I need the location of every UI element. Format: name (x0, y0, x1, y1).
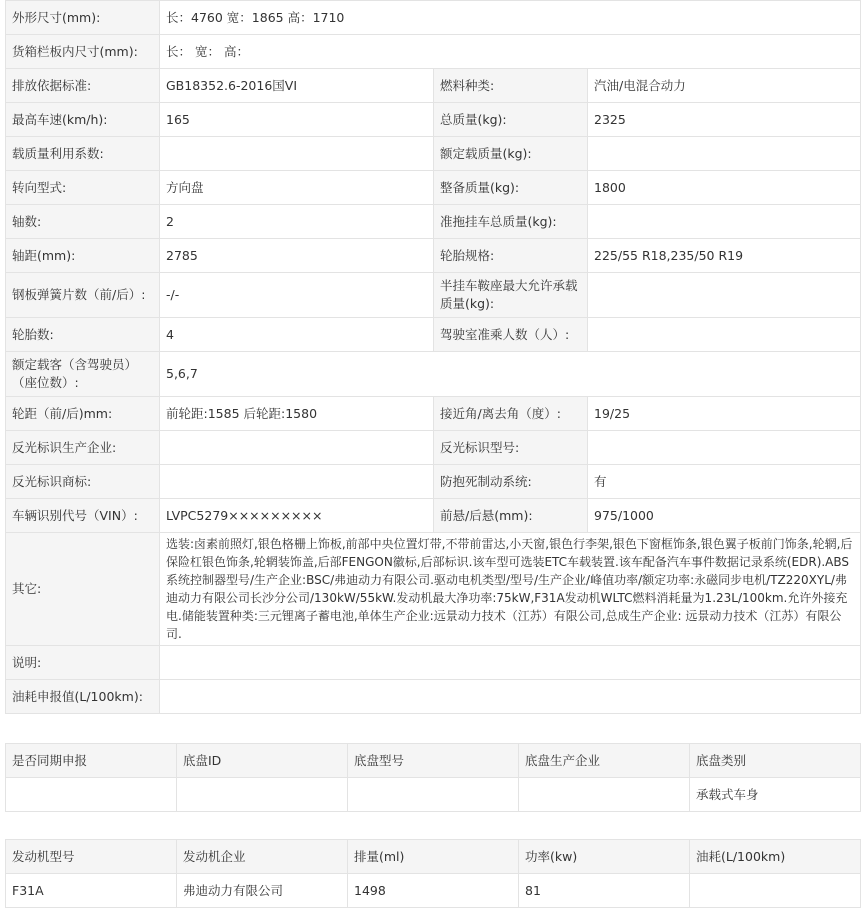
spec-value (160, 137, 434, 171)
spec-value: 2785 (160, 239, 434, 273)
chassis-cell (348, 778, 519, 812)
chassis-cell: 承载式车身 (690, 778, 861, 812)
engine-header: 排量(ml) (348, 840, 519, 874)
spec-value: 长： 宽： 高： (160, 35, 861, 69)
spec-row-load (6, 137, 861, 171)
spec-label: 轮胎数: (6, 318, 160, 352)
spec-label: 轮胎规格: (434, 239, 588, 273)
spec-label: 说明: (6, 646, 160, 680)
spec-value: 前轮距:1585 后轮距:1580 (160, 397, 434, 431)
spec-value (160, 680, 861, 714)
spec-label: 反光标识生产企业: (6, 431, 160, 465)
spec-label: 整备质量(kg): (434, 171, 588, 205)
spec-value (588, 431, 861, 465)
spec-value (160, 646, 861, 680)
engine-header-row (6, 840, 861, 874)
engine-header: 功率(kw) (519, 840, 690, 874)
spec-row-axles (6, 205, 861, 239)
spec-value: 1800 (588, 171, 861, 205)
spec-row-cargo-box (6, 35, 861, 69)
chassis-header: 底盘型号 (348, 744, 519, 778)
spec-value: 5,6,7 (160, 352, 861, 397)
spec-row-steering (6, 171, 861, 205)
spec-value (588, 273, 861, 318)
spec-row-reflector-maker (6, 431, 861, 465)
spec-value: 165 (160, 103, 434, 137)
chassis-header: 底盘生产企业 (519, 744, 690, 778)
spec-value: 有 (588, 465, 861, 499)
spec-value (588, 318, 861, 352)
chassis-cell (6, 778, 177, 812)
spec-row-vin (6, 499, 861, 533)
chassis-row (6, 778, 861, 812)
spec-row-speed (6, 103, 861, 137)
spec-label: 最高车速(km/h): (6, 103, 160, 137)
engine-header: 发动机型号 (6, 840, 177, 874)
spec-row-tires (6, 318, 861, 352)
engine-cell: 81 (519, 874, 690, 908)
chassis-header: 底盘ID (177, 744, 348, 778)
engine-cell: F31A (6, 874, 177, 908)
spec-row-seats (6, 352, 861, 397)
spec-label: 货箱栏板内尺寸(mm): (6, 35, 160, 69)
chassis-cell (177, 778, 348, 812)
spec-value (588, 137, 861, 171)
chassis-header-row (6, 744, 861, 778)
engine-header: 油耗(L/100km) (690, 840, 861, 874)
spec-value (160, 465, 434, 499)
spec-value: 975/1000 (588, 499, 861, 533)
spec-row-dimensions (6, 1, 861, 35)
spec-row-other (6, 533, 861, 646)
spec-row-springs (6, 273, 861, 318)
spec-row-notes (6, 646, 861, 680)
spec-row-wheelbase (6, 239, 861, 273)
spec-value: 方向盘 (160, 171, 434, 205)
spec-label: 车辆识别代号（VIN）: (6, 499, 160, 533)
spec-row-reflector-brand (6, 465, 861, 499)
spec-value: 2 (160, 205, 434, 239)
engine-cell (690, 874, 861, 908)
spec-value: 4 (160, 318, 434, 352)
spec-row-emission (6, 69, 861, 103)
spec-label: 额定载质量(kg): (434, 137, 588, 171)
spec-value: 2325 (588, 103, 861, 137)
chassis-cell (519, 778, 690, 812)
spec-value: 汽油/电混合动力 (588, 69, 861, 103)
spec-label: 钢板弹簧片数（前/后）: (6, 273, 160, 318)
spec-label: 载质量利用系数: (6, 137, 160, 171)
spec-label: 反光标识商标: (6, 465, 160, 499)
spec-value (160, 431, 434, 465)
spec-value: 19/25 (588, 397, 861, 431)
spec-label: 接近角/离去角（度）: (434, 397, 588, 431)
spec-label: 转向型式: (6, 171, 160, 205)
spec-label: 准拖挂车总质量(kg): (434, 205, 588, 239)
vehicle-spec-table (5, 0, 861, 714)
spec-label: 防抱死制动系统: (434, 465, 588, 499)
engine-cell: 弗迪动力有限公司 (177, 874, 348, 908)
spec-value: -/- (160, 273, 434, 318)
chassis-table (5, 743, 861, 812)
spec-label: 前悬/后悬(mm): (434, 499, 588, 533)
spec-row-track (6, 397, 861, 431)
engine-cell: 1498 (348, 874, 519, 908)
spec-value: LVPC5279××××××××× (160, 499, 434, 533)
spec-label: 轮距（前/后)mm: (6, 397, 160, 431)
spec-label: 额定载客（含驾驶员）（座位数）: (6, 352, 160, 397)
spec-value-other: 选装:卤素前照灯,银色格栅上饰板,前部中央位置灯带,不带前雷达,小天窗,银色行李架,银色下窗框饰条,银色翼子板前门饰条,轮辋,后保险杠银色饰条,轮辋装饰盖,后部FENGON徽标,后部标识.该车型可选装ETC车载装置.该车配备汽车事件数据记录系统(EDR).ABS系统控制器型号/生产企业:BSC/弗迪动力有限公司.驱动电机类型/型号/生产企业/峰值功率/额定功率:永磁同步电机/TZ220XYL/弗迪动力有限公司长沙分公司/130kW/55kW.发动机最大净功率:75kW,F31A发动机WLTC燃料消耗量为1.23L/100km.允许外接充电.储能装置种类:三元锂离子蓄电池,单体生产企业:远景动力技术（江苏）有限公司,总成生产企业: 远景动力技术（江苏）有限公司. (160, 533, 861, 646)
spec-label: 半挂车鞍座最大允许承载质量(kg): (434, 273, 588, 318)
spec-label: 总质量(kg): (434, 103, 588, 137)
chassis-header: 底盘类别 (690, 744, 861, 778)
engine-table (5, 839, 861, 908)
spec-value: 长：4760 宽：1865 高：1710 (160, 1, 861, 35)
spec-value (588, 205, 861, 239)
spec-label: 油耗申报值(L/100km): (6, 680, 160, 714)
spec-label: 外形尺寸(mm): (6, 1, 160, 35)
spec-label: 排放依据标准: (6, 69, 160, 103)
spec-row-fuel-declared (6, 680, 861, 714)
chassis-header: 是否同期申报 (6, 744, 177, 778)
spec-label: 其它: (6, 533, 160, 646)
spec-label: 轴距(mm): (6, 239, 160, 273)
spec-label: 燃料种类: (434, 69, 588, 103)
engine-header: 发动机企业 (177, 840, 348, 874)
engine-row (6, 874, 861, 908)
spec-value: GB18352.6-2016国VI (160, 69, 434, 103)
spec-label: 反光标识型号: (434, 431, 588, 465)
spec-label: 轴数: (6, 205, 160, 239)
spec-value: 225/55 R18,235/50 R19 (588, 239, 861, 273)
spec-label: 驾驶室准乘人数（人）: (434, 318, 588, 352)
